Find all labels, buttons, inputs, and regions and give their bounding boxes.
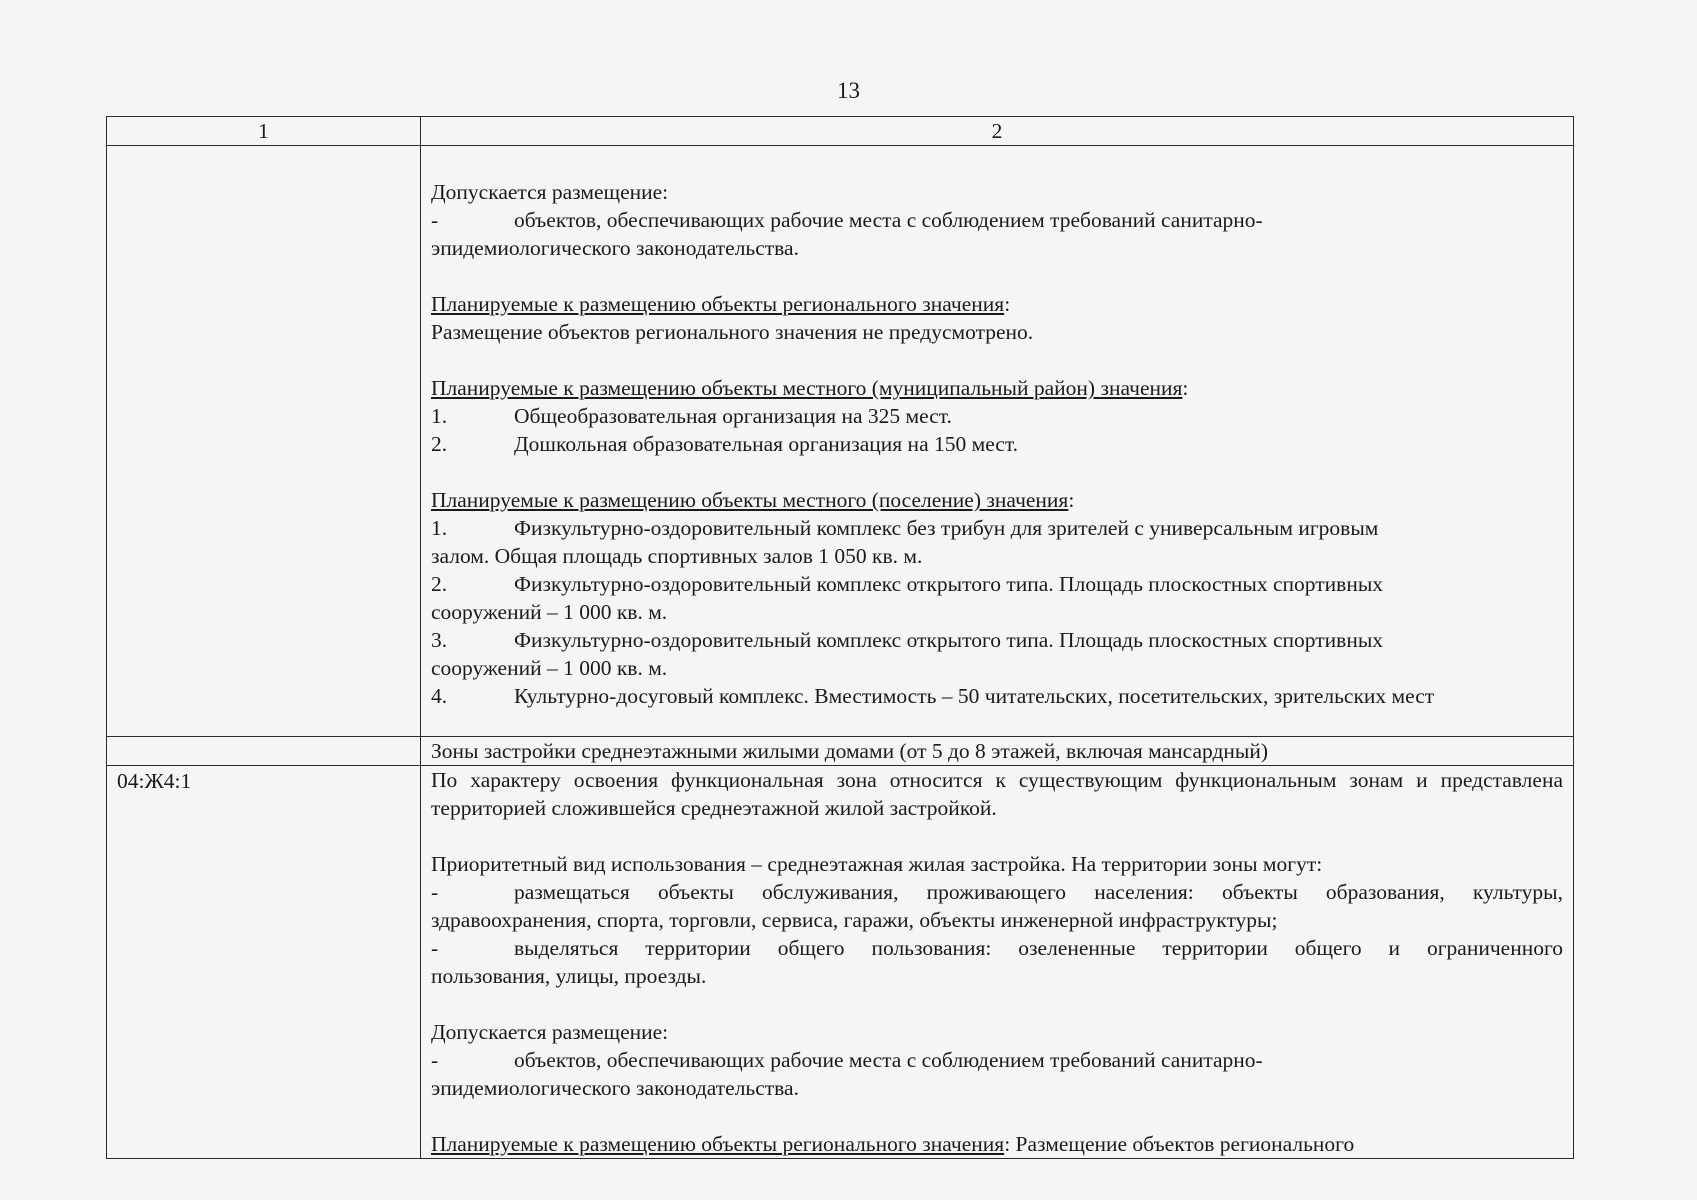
- page-number: 13: [837, 78, 860, 103]
- regional-text: Размещение объектов регионального значения не предусмотрено.: [431, 320, 1034, 344]
- allowed-heading: Допускается размещение:: [431, 180, 669, 204]
- zone-group-title: Зоны застройки среднеэтажными жилыми домами (от 5 до 8 этажей, включая мансардный): [421, 737, 1574, 766]
- list-item: 4. Культурно-досуговый комплекс. Вместимость – 50 читательских, посетительских, зрительских мест: [431, 684, 1435, 708]
- list-item-continuation: залом. Общая площадь спортивных залов 1 050 кв. м.: [431, 544, 923, 568]
- zone-code-cell-empty: [107, 146, 421, 737]
- list-item-continuation: эпидемиологического законодательства.: [431, 236, 799, 260]
- allowed-heading: Допускается размещение:: [431, 1020, 669, 1044]
- settlement-heading: Планируемые к размещению объекты местного (поселение) значения:: [431, 488, 1075, 512]
- list-item-continuation: эпидемиологического законодательства.: [431, 1076, 799, 1100]
- list-item: - объектов, обеспечивающих рабочие места с соблюдением требований санитарно-: [431, 208, 1263, 232]
- zone-description-cell-continued: [421, 146, 1574, 737]
- regional-heading: Планируемые к размещению объекты регионального значения: Размещение объектов регионального: [431, 1132, 1355, 1156]
- list-item-continuation: сооружений – 1 000 кв. м.: [431, 656, 668, 680]
- zone-group-title-empty: [107, 737, 421, 766]
- column-header-1: 1: [107, 117, 421, 146]
- list-item: - размещаться объекты обслуживания, проживающего населения: объекты образования, культуры,: [431, 880, 1563, 904]
- list-item: 2. Дошкольная образовательная организация на 150 мест.: [431, 432, 1018, 456]
- zone-description-cell: [421, 766, 1574, 1159]
- zones-table: [106, 116, 1574, 1159]
- regional-heading: Планируемые к размещению объекты регионального значения:: [431, 292, 1011, 316]
- zone-description: По характеру освоения функциональная зона относится к существующим функциональным зонам и представлена территорией сложившейся среднеэтажной жилой застройкой.: [431, 768, 1563, 820]
- list-item-continuation: здравоохранения, спорта, торговли, сервиса, гаражи, объекты инженерной инфраструктуры;: [431, 908, 1278, 932]
- table-header-row: [107, 117, 1574, 146]
- priority-text: Приоритетный вид использования – среднеэтажная жилая застройка. На территории зоны могут:: [431, 852, 1323, 876]
- list-item: 1. Общеобразовательная организация на 325 мест.: [431, 404, 952, 428]
- list-item: 3. Физкультурно-оздоровительный комплекс открытого типа. Площадь плоскостных спортивных: [431, 628, 1384, 652]
- zone-code: 04:Ж4:1: [107, 766, 421, 1159]
- list-item: 1. Физкультурно-оздоровительный комплекс без трибун для зрителей с универсальным игровым: [431, 516, 1379, 540]
- list-item-continuation: сооружений – 1 000 кв. м.: [431, 600, 668, 624]
- list-item: - выделяться территории общего пользования: озелененные территории общего и ограниченного: [431, 936, 1563, 960]
- list-item: - объектов, обеспечивающих рабочие места с соблюдением требований санитарно-: [431, 1048, 1263, 1072]
- table-row-zone: [107, 766, 1574, 1159]
- column-header-2: 2: [421, 117, 1574, 146]
- list-item: 2. Физкультурно-оздоровительный комплекс открытого типа. Площадь плоскостных спортивных: [431, 572, 1384, 596]
- table-row-continuation: [107, 146, 1574, 737]
- municipal-heading: Планируемые к размещению объекты местного (муниципальный район) значения:: [431, 376, 1189, 400]
- zone-group-title-row: [107, 737, 1574, 766]
- list-item-continuation: пользования, улицы, проезды.: [431, 964, 707, 988]
